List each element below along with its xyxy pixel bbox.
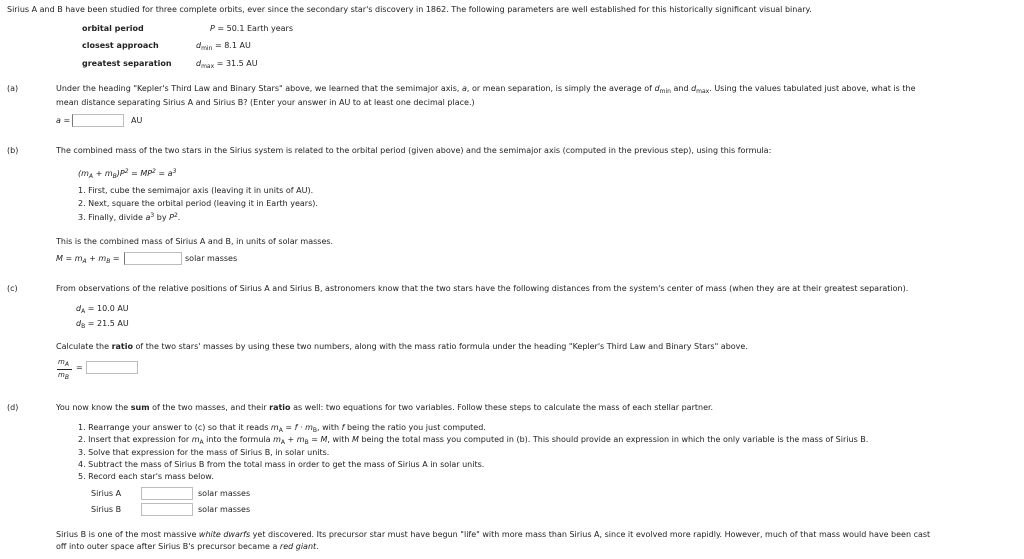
param-value-closest-approach: $d_{min} = 8.1$ AU: [196, 41, 251, 52]
part-b-step: 2. Next, square the orbital period (leaving it in Earth years).: [78, 199, 318, 208]
ratio-equals: =: [76, 363, 83, 372]
sirius-a-unit: solar masses: [198, 489, 251, 498]
part-c-question: From observations of the relative positions of Sirius A and Sirius B, astronomers know that the two stars have the following distances from the system's center of mass (when they are at their greatest separation).: [56, 284, 909, 293]
part-a-unit: AU: [131, 116, 143, 125]
part-a-input-label: a =: [56, 116, 71, 125]
part-d-letter: (d): [7, 403, 19, 412]
part-d-step: 2. Insert that expression for $m_A$ into the formula $m_A + m_B = M$, with M being the total mass you computed in (b). This should provide an expression in which the only variable is the mass of Sirius B.: [78, 435, 869, 446]
sirius-b-unit: solar masses: [198, 505, 251, 514]
part-c-distance-b: $d_B = 21.5$ AU: [76, 319, 129, 330]
part-a-question-line2: mean distance separating Sirius A and Sirius B? (Enter your answer in AU to at least one decimal place.): [56, 98, 475, 107]
footer-line2: off into outer space after Sirius B's precursor became a red giant.: [56, 542, 319, 551]
param-label-orbital-period: orbital period: [82, 24, 144, 33]
footer-line1: Sirius B is one of the most massive white dwarfs yet discovered. Its precursor star must have begun "life" with more mass than Sirius A, since it evolved more rapidly. However, much of that mass would have been cast: [56, 530, 931, 539]
part-a-letter: (a): [7, 84, 19, 93]
sirius-b-label: Sirius B: [91, 505, 122, 514]
combined-mass-input[interactable]: [124, 252, 182, 265]
part-c-instruction: Calculate the ratio of the two stars' masses by using these two numbers, along with the mass ratio formula under the heading "Kepler's Third Law and Binary Stars" above.: [56, 342, 748, 351]
part-b-unit: solar masses: [185, 254, 238, 263]
param-label-closest-approach: closest approach: [82, 41, 159, 50]
param-value-orbital-period: P = 50.1 Earth years: [210, 24, 293, 33]
part-b-step: 3. Finally, divide $a^3$ by $P^2$.: [78, 212, 181, 222]
part-d-step: 3. Solve that expression for the mass of Sirius B, in solar units.: [78, 448, 330, 457]
part-b-steps: [78, 186, 318, 223]
param-value-greatest-separation: $d_{max} = 31.5$ AU: [196, 59, 258, 70]
part-d-step: 1. Rearrange your answer to (c) so that it reads $m_A = f \cdot m_B$, with f being the ratio you just computed.: [78, 423, 486, 434]
sirius-a-mass-input[interactable]: [141, 487, 193, 500]
part-d-step: 4. Subtract the mass of Sirius B from the total mass in order to get the mass of Sirius A in solar units.: [78, 460, 485, 469]
part-d-step: 5. Record each star's mass below.: [78, 472, 214, 481]
part-d-intro: You now know the sum of the two masses, and their ratio as well: two equations for two variables. Follow these steps to calculate the mass of each stellar partner.: [56, 403, 714, 412]
ratio-denominator: $m_B$: [58, 371, 69, 381]
part-c-distance-a: $d_A = 10.0$ AU: [76, 304, 129, 315]
sirius-a-label: Sirius A: [91, 489, 122, 498]
part-b-step: 1. First, cube the semimajor axis (leaving it in units of AU).: [78, 186, 314, 195]
part-a-question-line1: Under the heading "Kepler's Third Law and Binary Stars" above, we learned that the semimajor axis, a, or mean separation, is simply the average of $d_{min}$ and $d_{max}$. Using the values tabulated just above, what is the: [56, 84, 916, 95]
part-b-formula: $(m_A + m_B)P^2 = MP^2 = a^3$: [78, 168, 177, 180]
part-b-letter: (b): [7, 146, 19, 155]
part-b-summary: This is the combined mass of Sirius A and B, in units of solar masses.: [56, 237, 334, 246]
mass-ratio-input[interactable]: [86, 361, 138, 374]
param-label-greatest-separation: greatest separation: [82, 59, 172, 68]
intro-text: Sirius A and B have been studied for three complete orbits, ever since the secondary star's discovery in 1862. The following parameters are well established for this historically significant visual binary.: [7, 5, 812, 14]
part-c-letter: (c): [7, 284, 18, 293]
ratio-fraction-bar: [57, 369, 72, 370]
ratio-numerator: $m_A$: [58, 358, 69, 368]
sirius-b-mass-input[interactable]: [141, 503, 193, 516]
semimajor-axis-input[interactable]: [72, 114, 124, 127]
part-b-question: The combined mass of the two stars in the Sirius system is related to the orbital period (given above) and the semimajor axis (computed in the previous step), using this formula:: [56, 146, 772, 155]
part-b-input-label: $M = m_A + m_B$ =: [56, 254, 120, 265]
